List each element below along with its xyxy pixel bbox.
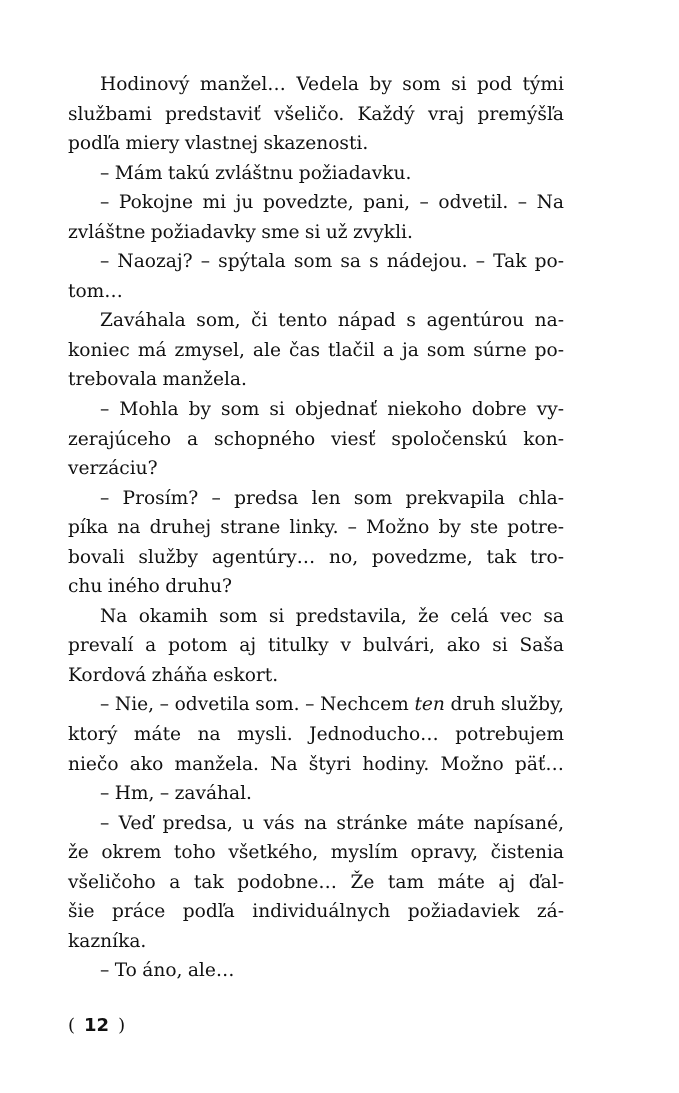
folio-close-paren: ): [118, 1015, 126, 1036]
text-line: podľa miery vlastnej skazenosti.: [68, 133, 369, 155]
folio-number: 12: [84, 1015, 110, 1036]
folio-open-paren: (: [68, 1015, 76, 1036]
text-line: zvláštne požiadavky sme si už zvykli.: [68, 221, 413, 243]
text-line: službami predstaviť všeličo. Každý vraj premýšľa: [68, 103, 564, 125]
text-line: chu iného druhu?: [68, 576, 232, 598]
text-line: šie práce podľa individuálnych požiadaviek zá-: [68, 901, 564, 923]
text-line: bovali služby agentúry… no, povedzme, tak tro-: [68, 546, 564, 568]
text-line: všeličoho a tak podobne… Že tam máte aj ďal-: [68, 871, 564, 893]
text-line: Na okamih som si predstavila, že celá vec sa: [100, 605, 564, 627]
text-line: ktorý máte na mysli. Jednoducho… potrebujem: [68, 724, 564, 746]
text-line: – Mám takú zvláštnu požiadavku.: [100, 162, 412, 184]
text-line: – Prosím? – predsa len som prekvapila chla-: [100, 487, 564, 509]
text-line: zerajúceho a schopného viesť spoločenskú kon-: [68, 428, 564, 450]
text-line: trebovala manžela.: [68, 369, 247, 391]
text-line: – Veď predsa, u vás na stránke máte napísané,: [100, 812, 564, 834]
body-text: [68, 70, 564, 986]
text-line: Zaváhala som, či tento nápad s agentúrou na-: [100, 310, 564, 332]
text-line: Kordová zháňa eskort.: [68, 664, 279, 686]
text-line: že okrem toho všetkého, myslím opravy, čistenia: [68, 842, 564, 864]
text-line: píka na druhej strane linky. – Možno by ste potre-: [68, 517, 564, 539]
text-line: – Pokojne mi ju povedzte, pani, – odvetil. – Na: [100, 192, 564, 214]
text-line: niečo ako manžela. Na štyri hodiny. Možno päť…: [68, 753, 564, 775]
text-line: koniec má zmysel, ale čas tlačil a ja som súrne po-: [68, 339, 564, 361]
emphasis: ten: [414, 694, 445, 716]
text-line: tom…: [68, 280, 123, 302]
page-number: [68, 1012, 125, 1040]
text-line: – Hm, – zaváhal.: [100, 783, 252, 805]
text-line: verzáciu?: [68, 458, 158, 480]
text-line: – Naozaj? – spýtala som sa s nádejou. – Tak po-: [100, 251, 564, 273]
text-line: Hodinový manžel… Vedela by som si pod tými: [100, 74, 564, 95]
text-line: – To áno, ale…: [100, 960, 235, 982]
text-line: – Nie, – odvetila som. – Nechcem ten druh služby,: [100, 694, 564, 716]
text-line: prevalí a potom aj titulky v bulvári, ako si Saša: [68, 635, 564, 657]
text-line: kazníka.: [68, 930, 147, 952]
text-line: – Mohla by som si objednať niekoho dobre vy-: [100, 399, 564, 421]
